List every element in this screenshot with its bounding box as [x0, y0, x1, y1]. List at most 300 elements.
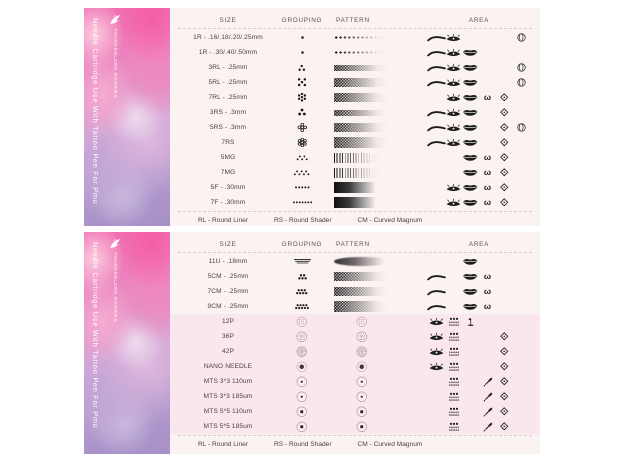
- pattern-cell: [324, 331, 428, 343]
- fingerprint-icon: [517, 123, 526, 132]
- grouping-cell: [280, 50, 324, 55]
- brand-name-vertical: THUNDERLORD POWER®: [113, 28, 118, 100]
- eye-icon: [428, 317, 445, 327]
- hair-follicle-icon: [448, 362, 460, 372]
- area-slot: [462, 183, 479, 192]
- eye-icon: [445, 108, 462, 118]
- marble-side-panel: [84, 8, 170, 226]
- eye-icon: [445, 63, 462, 73]
- size-label: 36P: [221, 333, 235, 340]
- table-row: [176, 254, 534, 269]
- needle-pattern-icon: [334, 123, 391, 132]
- flag-icon: [466, 317, 475, 327]
- brand-block: [108, 238, 123, 323]
- table-row: [176, 30, 534, 45]
- lips-icon: [462, 63, 479, 72]
- grouping-cell: [280, 154, 324, 162]
- needle-grouping-cm7-icon: [295, 288, 309, 296]
- legend-row: [176, 213, 534, 228]
- pattern-cell: [324, 93, 428, 102]
- grouping-cell: [280, 288, 324, 296]
- diamond-icon: [500, 347, 509, 356]
- fingerprint-icon: [517, 33, 526, 42]
- needle-pattern-icon: [334, 197, 378, 208]
- eye-icon: [428, 362, 445, 372]
- areola-icon: ω: [483, 92, 492, 103]
- needle-table-top: [170, 8, 540, 226]
- needle-grouping-p42-icon: [296, 346, 308, 358]
- area-slot: [428, 303, 445, 311]
- needle-chart-card-top: [84, 8, 540, 226]
- area-slot: [445, 93, 462, 103]
- needle-pattern-icon: [334, 168, 384, 178]
- table-header: [176, 237, 534, 251]
- size-label: 7RS: [221, 139, 235, 146]
- diamond-icon: [500, 392, 509, 401]
- needle-pattern-icon: [334, 78, 391, 87]
- marble-side-panel: [84, 232, 170, 454]
- table-row: [176, 165, 534, 180]
- lips-icon: [462, 183, 479, 192]
- area-slot: [496, 168, 513, 177]
- header-area: AREA: [468, 240, 490, 248]
- needle-grouping-f5-icon: [294, 185, 310, 190]
- needle-pattern-icon: [334, 35, 392, 40]
- eyebrow-icon: [427, 109, 446, 117]
- needle-grouping-rl7-icon: [297, 93, 307, 101]
- area-slot: [496, 183, 513, 192]
- divider: [178, 435, 532, 436]
- area-slot: [445, 33, 462, 43]
- areola-icon: ω: [483, 167, 492, 178]
- needle-grouping-f7-icon: [292, 200, 313, 205]
- size-label: 42P: [221, 348, 235, 355]
- header-grouping: GROUPING: [281, 240, 323, 248]
- area-slot: [445, 377, 462, 387]
- areola-icon: ω: [483, 286, 492, 297]
- area-slot: [496, 392, 513, 401]
- diamond-icon: [500, 332, 509, 341]
- brand-name-vertical: THUNDERLORD POWER®: [113, 252, 118, 324]
- needle-pattern-icon: [356, 376, 368, 388]
- needle-grouping-rl3-icon: [297, 64, 307, 72]
- area-slot: [428, 317, 445, 327]
- header-pattern: PATTERN: [336, 16, 370, 24]
- lips-icon: [462, 198, 479, 207]
- needle-pattern-icon: [334, 287, 391, 296]
- area-slot: [428, 109, 445, 117]
- hair-follicle-icon: [448, 317, 460, 327]
- area-slot: [462, 168, 479, 177]
- divider: [178, 252, 532, 253]
- legend-item: RL - Round Liner: [198, 217, 248, 224]
- table-row: [176, 180, 534, 195]
- size-label: 12P: [221, 318, 235, 325]
- area-slot: [496, 347, 513, 356]
- size-label: 3RL - .25mm: [208, 64, 248, 71]
- needle-grouping-rl5-icon: [297, 78, 307, 86]
- eye-icon: [445, 198, 462, 208]
- needle-pattern-icon: [334, 153, 384, 163]
- header-size: SIZE: [219, 240, 237, 248]
- area-slot: [479, 153, 496, 162]
- needle-pattern-icon: [334, 65, 391, 71]
- area-slot: [462, 123, 479, 132]
- area-slot: [479, 392, 496, 402]
- areola-icon: ω: [483, 197, 492, 208]
- pattern-cell: [324, 272, 428, 281]
- area-slot: [479, 198, 496, 207]
- needle-pattern-icon: [356, 316, 368, 328]
- hair-follicle-icon: [448, 347, 460, 357]
- area-slot: [513, 123, 530, 132]
- legend-item: RS - Round Shader: [273, 217, 332, 224]
- hair-follicle-icon: [448, 392, 460, 402]
- pattern-cell: [324, 182, 428, 193]
- area-slot: [479, 183, 496, 192]
- size-label: 3RS - .3mm: [209, 109, 247, 116]
- size-label: 5F - .30mm: [210, 184, 246, 191]
- grouping-cell: [280, 138, 324, 147]
- area-slot: [462, 287, 479, 296]
- table-row: [176, 60, 534, 75]
- pattern-cell: [324, 110, 428, 116]
- needle-pattern-icon: [334, 50, 392, 55]
- table-rows: [176, 30, 534, 210]
- table-row: [176, 329, 534, 344]
- table-row: [176, 195, 534, 210]
- area-slot: [462, 272, 479, 281]
- fingerprint-icon: [517, 63, 526, 72]
- pattern-cell: [324, 35, 428, 40]
- legend-item: RS - Round Shader: [273, 441, 332, 448]
- diamond-icon: [500, 123, 509, 132]
- table-row: [176, 404, 534, 419]
- area-slot: [445, 123, 462, 133]
- areola-icon: ω: [483, 152, 492, 163]
- table-row: [176, 299, 534, 314]
- pattern-cell: [324, 406, 428, 418]
- eye-icon: [445, 78, 462, 88]
- size-label: 7RL - .25mm: [208, 94, 248, 101]
- eye-icon: [445, 33, 462, 43]
- legend-row: [176, 437, 534, 452]
- areola-icon: ω: [483, 271, 492, 282]
- grouping-cell: [280, 35, 324, 40]
- area-slot: [462, 198, 479, 207]
- needle-pattern-icon: [356, 406, 368, 418]
- pattern-cell: [324, 287, 428, 296]
- area-slot: [445, 183, 462, 193]
- panel-tagline-vertical: Needle Cartridge Use With Tattoo Pen For Pmu: [91, 18, 100, 205]
- brand-logo-bird-icon: [108, 238, 123, 250]
- lips-icon: [462, 257, 479, 266]
- area-slot: [445, 407, 462, 417]
- needle-pattern-icon: [356, 361, 368, 373]
- area-slot: [496, 93, 513, 102]
- area-slot: [479, 422, 496, 432]
- dropper-icon: [483, 407, 493, 417]
- eyebrow-icon: [427, 79, 446, 87]
- lips-icon: [462, 93, 479, 102]
- needle-grouping-mts3-icon: [296, 376, 308, 388]
- needle-pattern-icon: [334, 301, 391, 312]
- needle-grouping-mts3-icon: [296, 391, 308, 403]
- hair-follicle-icon: [448, 422, 460, 432]
- lips-icon: [462, 78, 479, 87]
- hair-follicle-icon: [448, 407, 460, 417]
- diamond-icon: [500, 93, 509, 102]
- eyebrow-icon: [427, 288, 446, 296]
- needle-pattern-icon: [356, 391, 368, 403]
- area-slot: [428, 124, 445, 132]
- pattern-cell: [324, 346, 428, 358]
- pattern-cell: [324, 137, 428, 148]
- table-row: [176, 284, 534, 299]
- needle-grouping-p12-icon: [296, 316, 308, 328]
- grouping-cell: [280, 331, 324, 343]
- divider: [178, 28, 532, 29]
- diamond-icon: [500, 422, 509, 431]
- needle-grouping-cm5-icon: [297, 273, 308, 281]
- area-slot: [428, 288, 445, 296]
- area-slot: [445, 362, 462, 372]
- area-slot: [445, 78, 462, 88]
- area-slot: [513, 33, 530, 42]
- size-label: 5CM - .25mm: [207, 273, 249, 280]
- area-slot: [462, 63, 479, 72]
- area-slot: [462, 93, 479, 102]
- needle-grouping-dot1-icon: [300, 50, 305, 55]
- lips-icon: [462, 123, 479, 132]
- grouping-cell: [280, 316, 324, 328]
- grouping-cell: [280, 406, 324, 418]
- table-row: [176, 419, 534, 434]
- legend-item: CM - Curved Magnum: [357, 441, 423, 448]
- eyebrow-icon: [427, 139, 446, 147]
- area-slot: [462, 153, 479, 162]
- eyebrow-icon: [427, 303, 446, 311]
- area-slot: [428, 139, 445, 147]
- size-label: 9CM - .25mm: [207, 303, 249, 310]
- needle-grouping-mts5-icon: [296, 421, 308, 433]
- pattern-cell: [324, 168, 428, 178]
- needle-pattern-icon: [334, 272, 391, 281]
- eyebrow-icon: [427, 49, 446, 57]
- needle-pattern-icon: [356, 421, 368, 433]
- eyebrow-icon: [427, 124, 446, 132]
- needle-pattern-icon: [356, 346, 368, 358]
- table-row: [176, 374, 534, 389]
- area-slot: [462, 257, 479, 266]
- needle-grouping-dot1-icon: [300, 35, 305, 40]
- area-slot: [428, 34, 445, 42]
- area-slot: [428, 332, 445, 342]
- pattern-cell: [324, 50, 428, 55]
- eyebrow-icon: [427, 34, 446, 42]
- needle-pattern-icon: [334, 110, 391, 116]
- grouping-cell: [280, 376, 324, 388]
- areola-icon: ω: [483, 301, 492, 312]
- needle-grouping-nano-icon: [296, 361, 308, 373]
- eye-icon: [428, 347, 445, 357]
- divider: [178, 211, 532, 212]
- size-label: 5RS - .3mm: [209, 124, 247, 131]
- area-slot: [496, 377, 513, 386]
- grouping-cell: [280, 108, 324, 116]
- area-slot: [445, 392, 462, 402]
- grouping-cell: [280, 421, 324, 433]
- diamond-icon: [500, 362, 509, 371]
- grouping-cell: [280, 64, 324, 72]
- needle-pattern-icon: [356, 331, 368, 343]
- table-row: [176, 120, 534, 135]
- needle-grouping-rs7-icon: [297, 138, 308, 147]
- eye-icon: [428, 332, 445, 342]
- area-slot: [496, 332, 513, 341]
- pattern-cell: [324, 78, 428, 87]
- table-row: [176, 344, 534, 359]
- pattern-cell: [324, 376, 428, 388]
- pattern-cell: [324, 123, 428, 132]
- eye-icon: [445, 138, 462, 148]
- area-slot: [513, 63, 530, 72]
- diamond-icon: [500, 168, 509, 177]
- brand-block: [108, 14, 123, 99]
- area-slot: [496, 153, 513, 162]
- table-row: [176, 90, 534, 105]
- area-slot: [445, 422, 462, 432]
- diamond-icon: [500, 138, 509, 147]
- size-label: 7CM - .25mm: [207, 288, 249, 295]
- lips-icon: [462, 108, 479, 117]
- area-slot: [496, 422, 513, 431]
- needle-pattern-icon: [334, 257, 390, 266]
- area-slot: [513, 78, 530, 87]
- legend-item: RL - Round Liner: [198, 441, 248, 448]
- area-slot: [428, 347, 445, 357]
- needle-pattern-icon: [334, 93, 391, 102]
- grouping-cell: [280, 93, 324, 101]
- size-label: MTS 5*5 185um: [203, 423, 253, 430]
- table-row: [176, 135, 534, 150]
- area-slot: [445, 317, 462, 327]
- fingerprint-icon: [517, 78, 526, 87]
- area-slot: [445, 347, 462, 357]
- pattern-cell: [324, 361, 428, 373]
- pattern-cell: [324, 197, 428, 208]
- area-slot: [496, 362, 513, 371]
- area-slot: [462, 78, 479, 87]
- area-slot: [445, 108, 462, 118]
- diamond-icon: [500, 377, 509, 386]
- table-row: [176, 314, 534, 329]
- diamond-icon: [500, 183, 509, 192]
- size-label: MTS 5*5 110um: [203, 408, 253, 415]
- hair-follicle-icon: [448, 332, 460, 342]
- eyebrow-icon: [427, 273, 446, 281]
- size-label: 1R - .30/.40/.50mm: [198, 49, 258, 56]
- diamond-icon: [500, 407, 509, 416]
- pattern-cell: [324, 316, 428, 328]
- grouping-cell: [280, 361, 324, 373]
- eye-icon: [445, 183, 462, 193]
- lips-icon: [462, 153, 479, 162]
- area-slot: [445, 48, 462, 58]
- table-row: [176, 150, 534, 165]
- needle-grouping-rs3-icon: [297, 108, 307, 116]
- size-label: MTS 3*3 110um: [203, 378, 253, 385]
- grouping-cell: [280, 78, 324, 86]
- area-slot: [445, 332, 462, 342]
- area-slot: [479, 377, 496, 387]
- area-slot: [496, 407, 513, 416]
- eyebrow-icon: [427, 64, 446, 72]
- table-row: [176, 389, 534, 404]
- area-slot: [445, 63, 462, 73]
- pattern-cell: [324, 65, 428, 71]
- area-slot: [479, 302, 496, 311]
- table-header: [176, 13, 534, 27]
- needle-chart-card-bottom: [84, 232, 540, 454]
- area-slot: [496, 123, 513, 132]
- area-slot: [445, 198, 462, 208]
- area-slot: [428, 79, 445, 87]
- brand-logo-bird-icon: [108, 14, 123, 26]
- dropper-icon: [483, 392, 493, 402]
- legend-item: CM - Curved Magnum: [357, 217, 423, 224]
- size-label: 7MG: [220, 169, 236, 176]
- header-size: SIZE: [219, 16, 237, 24]
- needle-grouping-mg7-icon: [293, 169, 311, 177]
- diamond-icon: [500, 153, 509, 162]
- size-label: 11U - .18mm: [208, 258, 248, 265]
- pattern-cell: [324, 257, 428, 266]
- eye-icon: [445, 48, 462, 58]
- table-row: [176, 75, 534, 90]
- lips-icon: [462, 272, 479, 281]
- table-row: [176, 45, 534, 60]
- table-row: [176, 269, 534, 284]
- area-slot: [462, 138, 479, 147]
- needle-grouping-p36-icon: [296, 331, 308, 343]
- table-row: [176, 359, 534, 374]
- header-area: AREA: [468, 16, 490, 24]
- diamond-icon: [500, 108, 509, 117]
- dropper-icon: [483, 422, 493, 432]
- needle-grouping-mts5-icon: [296, 406, 308, 418]
- size-label: 5RL - .25mm: [208, 79, 248, 86]
- header-grouping: GROUPING: [281, 16, 323, 24]
- needle-pattern-icon: [334, 182, 378, 193]
- area-slot: [462, 317, 479, 327]
- needle-grouping-flat-icon: [292, 258, 313, 265]
- hair-follicle-icon: [448, 377, 460, 387]
- area-slot: [462, 302, 479, 311]
- needle-grouping-mg5-icon: [295, 154, 310, 162]
- lips-icon: [462, 48, 479, 57]
- area-slot: [479, 168, 496, 177]
- needle-table-bottom: [170, 232, 540, 454]
- grouping-cell: [280, 169, 324, 177]
- area-slot: [445, 138, 462, 148]
- diamond-icon: [500, 198, 509, 207]
- pattern-cell: [324, 421, 428, 433]
- table-row: [176, 105, 534, 120]
- area-slot: [428, 49, 445, 57]
- area-slot: [428, 273, 445, 281]
- grouping-cell: [280, 303, 324, 310]
